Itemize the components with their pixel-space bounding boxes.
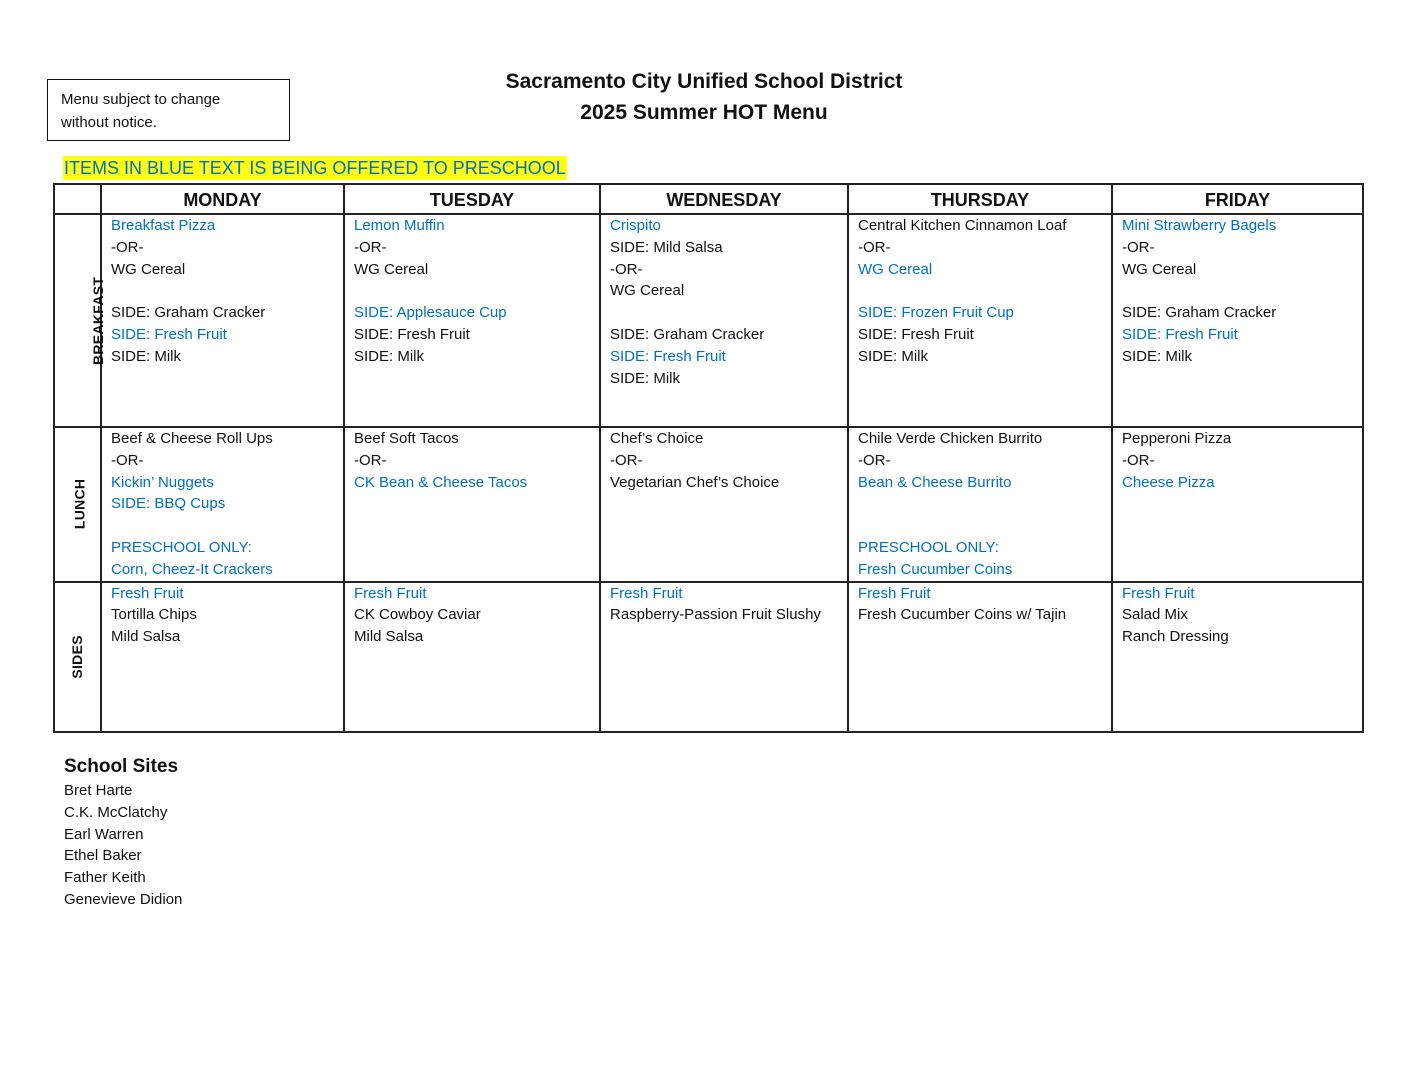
menu-item: Vegetarian Chef’s Choice: [610, 473, 780, 491]
school-site: Bret Harte: [64, 782, 133, 799]
menu-item: SIDE: Graham Cracker: [111, 304, 266, 322]
menu-name: 2025 Summer HOT Menu: [580, 101, 828, 124]
menu-item: SIDE: Fresh Fruit: [610, 347, 726, 365]
menu-cell-lunch-thursday: [848, 427, 1112, 582]
menu-cell-lunch-tuesday: [344, 427, 600, 582]
menu-cell-sides-monday: [101, 582, 344, 732]
menu-item: SIDE: Mild Salsa: [610, 238, 723, 256]
menu-item: Pepperoni Pizza: [1122, 430, 1232, 447]
menu-item: SIDE: Applesauce Cup: [354, 304, 507, 322]
preschool-notice-banner: ITEMS IN BLUE TEXT IS BEING OFFERED TO PRESCHOOL: [64, 158, 566, 178]
menu-cell-lunch-friday: [1112, 427, 1363, 582]
menu-item: -OR-: [1122, 238, 1155, 256]
menu-item: Fresh Fruit: [1122, 584, 1195, 602]
menu-item: -OR-: [858, 451, 891, 469]
menu-item: [858, 515, 1107, 537]
menu-item: -OR-: [354, 238, 387, 256]
menu-item: -OR-: [1122, 451, 1155, 469]
menu-cell-breakfast-tuesday: [344, 214, 600, 427]
menu-item: [354, 280, 595, 302]
document-title: [400, 66, 1008, 128]
menu-item: -OR-: [858, 238, 891, 256]
menu-item: Mild Salsa: [354, 628, 424, 646]
menu-item: SIDE: Milk: [858, 347, 929, 365]
menu-item: Corn, Cheez-It Crackers: [111, 560, 273, 578]
school-sites-title: School Sites: [64, 756, 179, 777]
meal-label-cell: [54, 214, 107, 427]
school-site: C.K. McClatchy: [64, 803, 168, 821]
menu-item: Crispito: [610, 217, 661, 234]
menu-item: [1122, 280, 1358, 302]
meal-label-cell: [54, 427, 101, 582]
school-site: Ethel Baker: [64, 847, 142, 865]
school-site: Father Keith: [64, 869, 146, 887]
menu-change-notice: [47, 79, 290, 141]
day-header-tuesday: TUESDAY: [344, 184, 600, 214]
menu-item: SIDE: Fresh Fruit: [858, 325, 974, 343]
meal-row-breakfast: [54, 214, 1363, 427]
menu-item: PRESCHOOL ONLY:: [858, 538, 999, 556]
notice-line-1: Menu subject to change: [61, 91, 221, 108]
menu-cell-breakfast-thursday: [848, 214, 1112, 427]
menu-cell-sides-tuesday: [344, 582, 600, 732]
menu-item: Lemon Muffin: [354, 217, 445, 234]
menu-item: CK Cowboy Caviar: [354, 606, 481, 624]
menu-item: Beef & Cheese Roll Ups: [111, 430, 273, 447]
menu-item: Raspberry-Passion Fruit Slushy: [610, 606, 821, 624]
menu-item: Breakfast Pizza: [111, 217, 216, 234]
menu-cell-breakfast-friday: [1112, 214, 1363, 427]
menu-item: -OR-: [610, 260, 643, 278]
menu-item: -OR-: [354, 451, 387, 469]
menu-item: SIDE: Graham Cracker: [1122, 304, 1277, 322]
menu-item: Fresh Fruit: [354, 584, 427, 602]
menu-item: Fresh Fruit: [111, 584, 184, 602]
meal-label-cell: [54, 582, 101, 732]
corner-cell: [54, 184, 101, 214]
menu-item: SIDE: Milk: [354, 347, 425, 365]
menu-item: PRESCHOOL ONLY:: [111, 538, 252, 556]
menu-item: WG Cereal: [610, 282, 685, 300]
menu-item: SIDE: Fresh Fruit: [111, 325, 227, 343]
menu-item: SIDE: Fresh Fruit: [354, 325, 470, 343]
day-header-monday: MONDAY: [101, 184, 344, 214]
menu-item: [111, 515, 339, 537]
menu-item: Ranch Dressing: [1122, 628, 1229, 646]
menu-item: Chef’s Choice: [610, 430, 704, 447]
menu-item: SIDE: Frozen Fruit Cup: [858, 304, 1014, 322]
menu-item: Tortilla Chips: [111, 606, 197, 624]
menu-item: WG Cereal: [354, 260, 429, 278]
menu-item: Mild Salsa: [111, 628, 181, 646]
day-header-thursday: THURSDAY: [848, 184, 1112, 214]
menu-item: SIDE: BBQ Cups: [111, 495, 226, 513]
menu-table: [53, 183, 1364, 733]
menu-item: Central Kitchen Cinnamon Loaf: [858, 217, 1067, 234]
meal-label: BREAKFAST: [90, 276, 107, 365]
menu-item: SIDE: Milk: [1122, 347, 1193, 365]
meal-label: SIDES: [68, 634, 85, 679]
day-header-friday: FRIDAY: [1112, 184, 1363, 214]
menu-item: -OR-: [610, 451, 643, 469]
menu-item: -OR-: [111, 451, 144, 469]
menu-item: Cheese Pizza: [1122, 473, 1215, 491]
menu-item: [610, 302, 843, 324]
menu-item: SIDE: Milk: [111, 347, 182, 365]
menu-cell-sides-friday: [1112, 582, 1363, 732]
menu-item: Chile Verde Chicken Burrito: [858, 430, 1043, 447]
menu-item: Kickin’ Nuggets: [111, 473, 214, 491]
school-sites: [64, 754, 182, 911]
menu-cell-breakfast-wednesday: [600, 214, 848, 427]
meal-row-sides: [54, 582, 1363, 732]
menu-cell-breakfast-monday: [101, 214, 344, 427]
notice-line-2: without notice.: [61, 114, 157, 131]
menu-item: Fresh Fruit: [610, 584, 683, 602]
menu-item: Fresh Cucumber Coins w/ Tajin: [858, 606, 1067, 624]
school-sites-list: [64, 780, 182, 911]
menu-cell-sides-thursday: [848, 582, 1112, 732]
menu-item: WG Cereal: [1122, 260, 1197, 278]
menu-item: [858, 280, 1107, 302]
school-site: Earl Warren: [64, 825, 144, 843]
menu-item: Salad Mix: [1122, 606, 1188, 624]
menu-item: [111, 280, 339, 302]
menu-item: CK Bean & Cheese Tacos: [354, 473, 528, 491]
day-header-wednesday: WEDNESDAY: [600, 184, 848, 214]
school-site: Genevieve Didion: [64, 890, 183, 908]
menu-item: -OR-: [111, 238, 144, 256]
menu-item: SIDE: Graham Cracker: [610, 325, 765, 343]
district-name: Sacramento City Unified School District: [505, 70, 903, 93]
menu-item: Fresh Cucumber Coins: [858, 560, 1013, 578]
menu-item: WG Cereal: [858, 260, 933, 278]
menu-cell-sides-wednesday: [600, 582, 848, 732]
menu-cell-lunch-wednesday: [600, 427, 848, 582]
day-header-row: [54, 184, 1363, 214]
meal-label: LUNCH: [71, 479, 88, 530]
menu-item: SIDE: Milk: [610, 369, 681, 387]
menu-cell-lunch-monday: [101, 427, 344, 582]
menu-item: Bean & Cheese Burrito: [858, 473, 1012, 491]
meal-row-lunch: [54, 427, 1363, 582]
menu-item: [858, 493, 1107, 515]
menu-item: Beef Soft Tacos: [354, 430, 459, 447]
menu-item: SIDE: Fresh Fruit: [1122, 325, 1238, 343]
menu-item: Fresh Fruit: [858, 584, 931, 602]
menu-item: WG Cereal: [111, 260, 186, 278]
menu-item: Mini Strawberry Bagels: [1122, 217, 1277, 234]
